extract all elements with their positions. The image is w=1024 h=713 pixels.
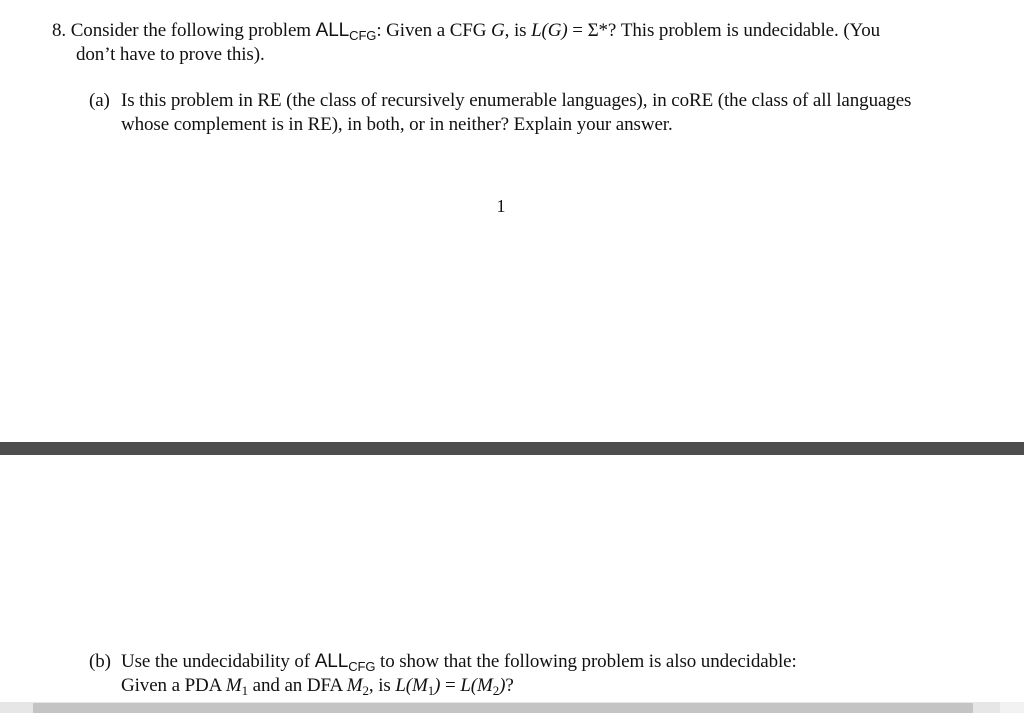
all-cfg-label: $ALL_{CFG}$ [315, 20, 377, 43]
problem-8-line-2: don’t have to prove this). [76, 44, 265, 65]
part-a-line-1: Is this problem in RE (the class of recursively enumerable languages), in coRE (the class of all languages [121, 90, 912, 111]
scrollbar-thumb[interactable] [33, 703, 973, 713]
math-M2: M [346, 675, 363, 696]
problem-line-1-rest: ? This problem is undecidable. (You [607, 20, 881, 41]
part-a-line-2: whose complement is in RE), in both, or in neither? Explain your answer. [121, 114, 673, 135]
math-G: G [491, 20, 505, 41]
problem-intro-text: Consider the following problem [70, 20, 316, 41]
part-b-line-2: Given a PDA $M_1$ and an DFA $M_2$, is $L(M_1) = L(M_2)$? [121, 675, 514, 698]
document-page-2 [0, 455, 1024, 702]
math-L-M1: L(M [395, 675, 428, 696]
all-cfg-label-b: $ALL_{CFG}$ [314, 651, 376, 674]
page-number: 1 [496, 196, 506, 216]
part-b-line-1-rest: to show that the following problem is also undecidable: [375, 651, 797, 672]
part-b-intro-text: Use the undecidability of [121, 651, 315, 672]
part-b-and-text: and an DFA [248, 675, 347, 696]
is-text: , is [504, 20, 532, 41]
problem-colon-text: : Given a CFG [376, 20, 492, 41]
part-b-label: (b) [89, 651, 111, 672]
math-M1: M [225, 675, 242, 696]
problem-8-line-1 [52, 19, 880, 44]
math-sigma-star: Σ* [587, 20, 608, 41]
equals-sign: = [567, 20, 588, 41]
part-a-label: (a) [89, 90, 110, 111]
page-separator [0, 442, 1024, 455]
math-L-M2: L(M [460, 675, 493, 696]
math-L-of-G: L(G) [531, 20, 568, 41]
part-b-given-text: Given a PDA [121, 675, 226, 696]
equals-sign-b: = [440, 675, 461, 696]
problem-number: 8. [52, 20, 67, 41]
part-b-line-1 [121, 650, 797, 675]
